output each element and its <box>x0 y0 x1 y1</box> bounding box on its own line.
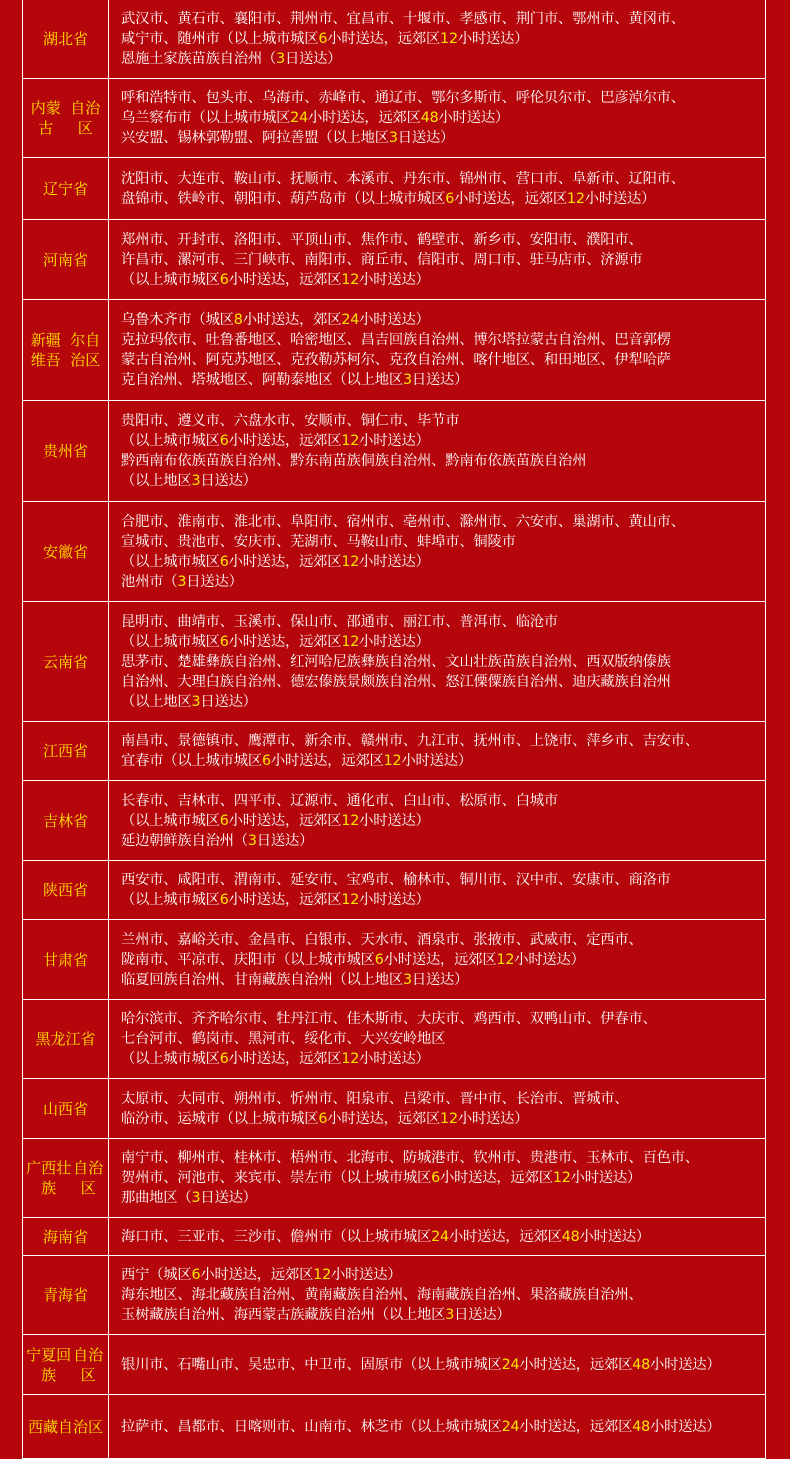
delivery-line: 临夏回族自治州、甘南藏族自治州（以上地区3日送达） <box>121 971 469 988</box>
delivery-line: 拉萨市、昌都市、日喀则市、山南市、林芝市（以上城市城区24小时送达，远郊区48小时送达） <box>121 1418 721 1435</box>
delivery-line: 武汉市、黄石市、襄阳市、荆州市、宜昌市、十堰市、孝感市、荆门市、鄂州市、黄冈市、 <box>121 11 685 27</box>
province-name <box>23 220 109 299</box>
delivery-cities <box>109 401 765 501</box>
delivery-line: 贺州市、河池市、来宾市、崇左市（以上城市城区6小时送达，远郊区12小时送达） <box>121 1170 642 1186</box>
province-name <box>23 920 109 999</box>
delivery-time-number: 48 <box>632 1356 650 1373</box>
delivery-time-number: 6 <box>374 951 384 968</box>
delivery-time-number: 12 <box>383 753 402 769</box>
province-name <box>23 502 109 601</box>
table-row <box>23 861 765 920</box>
delivery-line: （以上城市城区6小时送达，远郊区12小时送达） <box>121 892 430 908</box>
delivery-line: （以上城市城区6小时送达，远郊区12小时送达） <box>121 553 430 570</box>
delivery-line: 思茅市、楚雄彝族自治州、红河哈尼族彝族自治州、文山壮族苗族自治州、西双版纳傣族 <box>121 653 671 670</box>
province-name <box>23 1000 109 1078</box>
delivery-cities <box>109 1335 765 1394</box>
delivery-line: 宜春市（以上城市城区6小时送达，远郊区12小时送达） <box>121 753 472 769</box>
province-name-part: 广西壮族 <box>26 1159 72 1197</box>
province-name-part: 江西省 <box>42 742 88 760</box>
delivery-time-number: 8 <box>233 312 243 328</box>
table-row <box>23 502 765 602</box>
delivery-line: 黔西南布依族苗族自治州、黔东南苗族侗族自治州、黔南布依族苗族自治州 <box>121 453 587 469</box>
table-row <box>23 79 765 158</box>
province-name-part: 海南省 <box>42 1227 88 1246</box>
province-name-part: 内蒙古 <box>30 99 61 137</box>
delivery-cities <box>109 602 765 721</box>
delivery-time-number: 6 <box>318 31 328 47</box>
delivery-time-number: 6 <box>431 1170 441 1186</box>
table-row <box>23 1218 765 1256</box>
delivery-line: 沈阳市、大连市、鞍山市、抚顺市、本溪市、丹东市、锦州市、营口市、阜新市、辽阳市、 <box>121 170 685 187</box>
table-row <box>23 1256 765 1335</box>
table-row <box>23 1139 765 1218</box>
delivery-time-number: 48 <box>632 1418 650 1435</box>
delivery-line: （以上地区3日送达） <box>121 693 257 710</box>
delivery-time-number: 12 <box>341 553 360 570</box>
delivery-time-number: 3 <box>445 1307 455 1323</box>
province-name-part: 青海省 <box>42 1286 88 1304</box>
delivery-line: 延边朝鲜族自治州（3日送达） <box>121 832 314 849</box>
province-name-part: 黑龙江省 <box>35 1030 96 1048</box>
province-name <box>23 1139 109 1217</box>
delivery-line: 呼和浩特市、包头市、乌海市、赤峰市、通辽市、鄂尔多斯市、呼伦贝尔市、巴彦淖尔市、 <box>121 90 685 106</box>
delivery-line: 池州市（3日送达） <box>121 573 243 590</box>
province-name <box>23 79 109 157</box>
delivery-line: 咸宁市、随州市（以上城市城区6小时送达，远郊区12小时送达） <box>121 31 529 47</box>
delivery-line: 盘锦市、铁岭市、朝阳市、葫芦岛市（以上城市城区6小时送达，远郊区12小时送达） <box>121 190 656 207</box>
delivery-line: 许昌市、漯河市、三门峡市、南阳市、商丘市、信阳市、周口市、驻马店市、济源市 <box>121 251 643 268</box>
delivery-time-number: 3 <box>177 573 187 590</box>
table-row <box>23 722 765 781</box>
delivery-cities <box>109 158 765 219</box>
delivery-time-number: 3 <box>191 473 201 489</box>
delivery-line: 兰州市、嘉峪关市、金昌市、白银市、天水市、酒泉市、张掖市、武威市、定西市、 <box>121 931 643 948</box>
delivery-cities <box>109 920 765 999</box>
province-name <box>23 1079 109 1138</box>
delivery-cities <box>109 502 765 601</box>
table-row <box>23 1335 765 1395</box>
delivery-time-number: 12 <box>313 1267 331 1283</box>
delivery-time-number: 3 <box>191 693 201 710</box>
province-name-part: 甘肃省 <box>42 950 88 969</box>
province-name-part: 尔自治区 <box>70 331 101 369</box>
delivery-time-number: 6 <box>219 892 229 908</box>
province-name-part: 新疆维吾 <box>30 331 61 369</box>
delivery-cities <box>109 781 765 860</box>
delivery-time-number: 24 <box>341 312 360 328</box>
delivery-cities <box>109 1079 765 1138</box>
delivery-time-number: 24 <box>290 110 308 126</box>
delivery-line: 恩施土家族苗族自治州（3日送达） <box>121 51 342 67</box>
delivery-line: （以上地区3日送达） <box>121 473 257 489</box>
delivery-time-number: 12 <box>341 812 360 829</box>
province-name-part: 宁夏回族 <box>26 1345 72 1384</box>
table-row <box>23 602 765 722</box>
delivery-time-number: 12 <box>341 433 360 449</box>
delivery-line: （以上城市城区6小时送达，远郊区12小时送达） <box>121 433 430 449</box>
delivery-line: 郑州市、开封市、洛阳市、平顶山市、焦作市、鹤壁市、新乡市、安阳市、濮阳市、 <box>121 231 643 248</box>
delivery-line: （以上城市城区6小时送达，远郊区12小时送达） <box>121 633 430 650</box>
delivery-line: 银川市、石嘴山市、吴忠市、中卫市、固原市（以上城市城区24小时送达，远郊区48小时送达） <box>121 1356 721 1373</box>
province-name <box>23 401 109 501</box>
delivery-time-number: 48 <box>420 110 439 126</box>
delivery-line: 西安市、咸阳市、渭南市、延安市、宝鸡市、榆林市、铜川市、汉中市、安康市、商洛市 <box>121 872 671 888</box>
delivery-time-number: 6 <box>219 433 229 449</box>
table-row <box>23 1000 765 1079</box>
province-name-part: 西藏 <box>27 1417 58 1436</box>
delivery-line: 太原市、大同市、朔州市、忻州市、阳泉市、吕梁市、晋中市、长治市、晋城市、 <box>121 1090 629 1107</box>
province-name-part: 自治区 <box>70 99 101 137</box>
province-name-part: 湖北省 <box>42 30 88 48</box>
delivery-line: 合肥市、淮南市、淮北市、阜阳市、宿州市、亳州市、滁州市、六安市、巢湖市、黄山市、 <box>121 513 685 530</box>
province-name <box>23 158 109 219</box>
delivery-line: 乌兰察布市（以上城市城区24小时送达，远郊区48小时送达） <box>121 110 510 126</box>
delivery-time-number: 6 <box>219 271 229 288</box>
province-name <box>23 1256 109 1334</box>
delivery-line: 那曲地区（3日送达） <box>121 1190 257 1206</box>
province-name <box>23 781 109 860</box>
province-name-part: 自治区 <box>58 1417 104 1436</box>
delivery-time-number: 12 <box>440 1110 458 1127</box>
province-name-part: 陕西省 <box>42 881 88 899</box>
delivery-time-number: 24 <box>431 1228 449 1245</box>
table-row <box>23 1395 765 1459</box>
province-name-part: 山西省 <box>42 1099 88 1118</box>
delivery-line: 南昌市、景德镇市、鹰潭市、新余市、赣州市、九江市、抚州市、上饶市、萍乡市、吉安市、 <box>121 733 699 749</box>
delivery-cities <box>109 1395 765 1458</box>
delivery-line: 七台河市、鹤岗市、黑河市、绥化市、大兴安岭地区 <box>121 1031 446 1047</box>
delivery-time-number: 12 <box>566 190 585 207</box>
delivery-line: 玉树藏族自治州、海西蒙古族藏族自治州（以上地区3日送达） <box>121 1307 511 1323</box>
delivery-line: 哈尔滨市、齐齐哈尔市、牡丹江市、佳木斯市、大庆市、鸡西市、双鸭山市、伊春市、 <box>121 1011 657 1027</box>
province-name <box>23 300 109 400</box>
delivery-time-table <box>22 0 766 1459</box>
delivery-line: 南宁市、柳州市、桂林市、梧州市、北海市、防城港市、钦州市、贵港市、玉林市、百色市、 <box>121 1150 699 1166</box>
table-row <box>23 781 765 861</box>
delivery-cities <box>109 1139 765 1217</box>
delivery-line: 昆明市、曲靖市、玉溪市、保山市、邵通市、丽江市、普洱市、临沧市 <box>121 613 558 630</box>
delivery-line: 贵阳市、遵义市、六盘水市、安顺市、铜仁市、毕节市 <box>121 413 460 429</box>
delivery-time-number: 24 <box>501 1356 520 1373</box>
delivery-time-number: 3 <box>402 372 412 388</box>
delivery-time-number: 3 <box>388 130 398 146</box>
delivery-time-number: 6 <box>219 1051 229 1067</box>
delivery-line: 海口市、三亚市、三沙市、儋州市（以上城市城区24小时送达，远郊区48小时送达） <box>121 1228 650 1245</box>
delivery-cities <box>109 300 765 400</box>
delivery-cities <box>109 861 765 919</box>
delivery-time-number: 12 <box>552 1170 571 1186</box>
delivery-time-number: 6 <box>219 553 229 570</box>
table-row <box>23 1079 765 1139</box>
table-row <box>23 0 765 79</box>
table-row <box>23 300 765 401</box>
delivery-line: （以上城市城区6小时送达，远郊区12小时送达） <box>121 1051 430 1067</box>
delivery-time-number: 12 <box>341 271 360 288</box>
delivery-line: 乌鲁木齐市（城区8小时送达，郊区24小时送达） <box>121 312 430 328</box>
delivery-time-number: 6 <box>318 1110 328 1127</box>
province-name-part: 云南省 <box>42 652 88 671</box>
delivery-line: 克自治州、塔城地区、阿勒泰地区（以上地区3日送达） <box>121 372 469 388</box>
province-name-part: 安徽省 <box>42 542 88 561</box>
delivery-time-number: 6 <box>191 1267 201 1283</box>
delivery-cities <box>109 220 765 299</box>
province-name <box>23 861 109 919</box>
province-name-part: 贵州省 <box>42 442 88 460</box>
table-row <box>23 920 765 1000</box>
delivery-cities <box>109 79 765 157</box>
delivery-time-number: 3 <box>276 51 285 67</box>
delivery-time-number: 12 <box>341 1051 360 1067</box>
delivery-line: 海东地区、海北藏族自治州、黄南藏族自治州、海南藏族自治州、果洛藏族自治州、 <box>121 1287 643 1303</box>
delivery-time-number: 6 <box>219 633 229 650</box>
delivery-time-number: 3 <box>247 832 257 849</box>
province-name <box>23 1395 109 1458</box>
delivery-time-number: 48 <box>561 1228 580 1245</box>
delivery-time-number: 3 <box>402 971 412 988</box>
province-name <box>23 0 109 78</box>
table-row <box>23 401 765 502</box>
delivery-time-number: 3 <box>191 1190 201 1206</box>
province-name-part: 吉林省 <box>42 811 88 830</box>
delivery-time-number: 12 <box>341 633 360 650</box>
delivery-time-number: 12 <box>440 31 458 47</box>
delivery-line: 自治州、大理白族自治州、德宏傣族景颇族自治州、怒江傈僳族自治州、迪庆藏族自治州 <box>121 673 671 690</box>
delivery-cities <box>109 0 765 78</box>
delivery-line: 陇南市、平凉市、庆阳市（以上城市城区6小时送达，远郊区12小时送达） <box>121 951 585 968</box>
delivery-time-number: 12 <box>341 892 360 908</box>
delivery-time-number: 12 <box>496 951 515 968</box>
province-name <box>23 602 109 721</box>
delivery-line: 长春市、吉林市、四平市、辽源市、通化市、白山市、松原市、白城市 <box>121 792 558 809</box>
delivery-line: （以上城市城区6小时送达，远郊区12小时送达） <box>121 271 430 288</box>
delivery-time-number: 6 <box>445 190 455 207</box>
delivery-line: 克拉玛依市、吐鲁番地区、哈密地区、昌吉回族自治州、博尔塔拉蒙古自治州、巴音郭楞 <box>121 332 671 348</box>
delivery-time-number: 6 <box>219 812 229 829</box>
delivery-line: 兴安盟、锡林郭勒盟、阿拉善盟（以上地区3日送达） <box>121 130 455 146</box>
delivery-time-number: 24 <box>501 1418 520 1435</box>
delivery-line: （以上城市城区6小时送达，远郊区12小时送达） <box>121 812 430 829</box>
province-name-part: 自治区 <box>73 1159 104 1197</box>
province-name-part: 河南省 <box>42 250 88 269</box>
province-name <box>23 1335 109 1394</box>
table-row <box>23 220 765 300</box>
province-name-part: 辽宁省 <box>42 179 88 198</box>
delivery-line: 西宁（城区6小时送达，远郊区12小时送达） <box>121 1267 402 1283</box>
delivery-line: 宣城市、贵池市、安庆市、芜湖市、马鞍山市、蚌埠市、铜陵市 <box>121 533 516 550</box>
table-row <box>23 158 765 220</box>
province-name-part: 自治区 <box>73 1345 104 1384</box>
delivery-line: 临汾市、运城市（以上城市城区6小时送达，远郊区12小时送达） <box>121 1110 529 1127</box>
delivery-cities <box>109 722 765 780</box>
delivery-time-number: 6 <box>261 753 271 769</box>
delivery-line: 蒙古自治州、阿克苏地区、克孜勒苏柯尔、克孜自治州、喀什地区、和田地区、伊犁哈萨 <box>121 352 671 368</box>
province-name <box>23 722 109 780</box>
delivery-cities <box>109 1256 765 1334</box>
province-name <box>23 1218 109 1255</box>
delivery-cities <box>109 1218 765 1255</box>
delivery-cities <box>109 1000 765 1078</box>
